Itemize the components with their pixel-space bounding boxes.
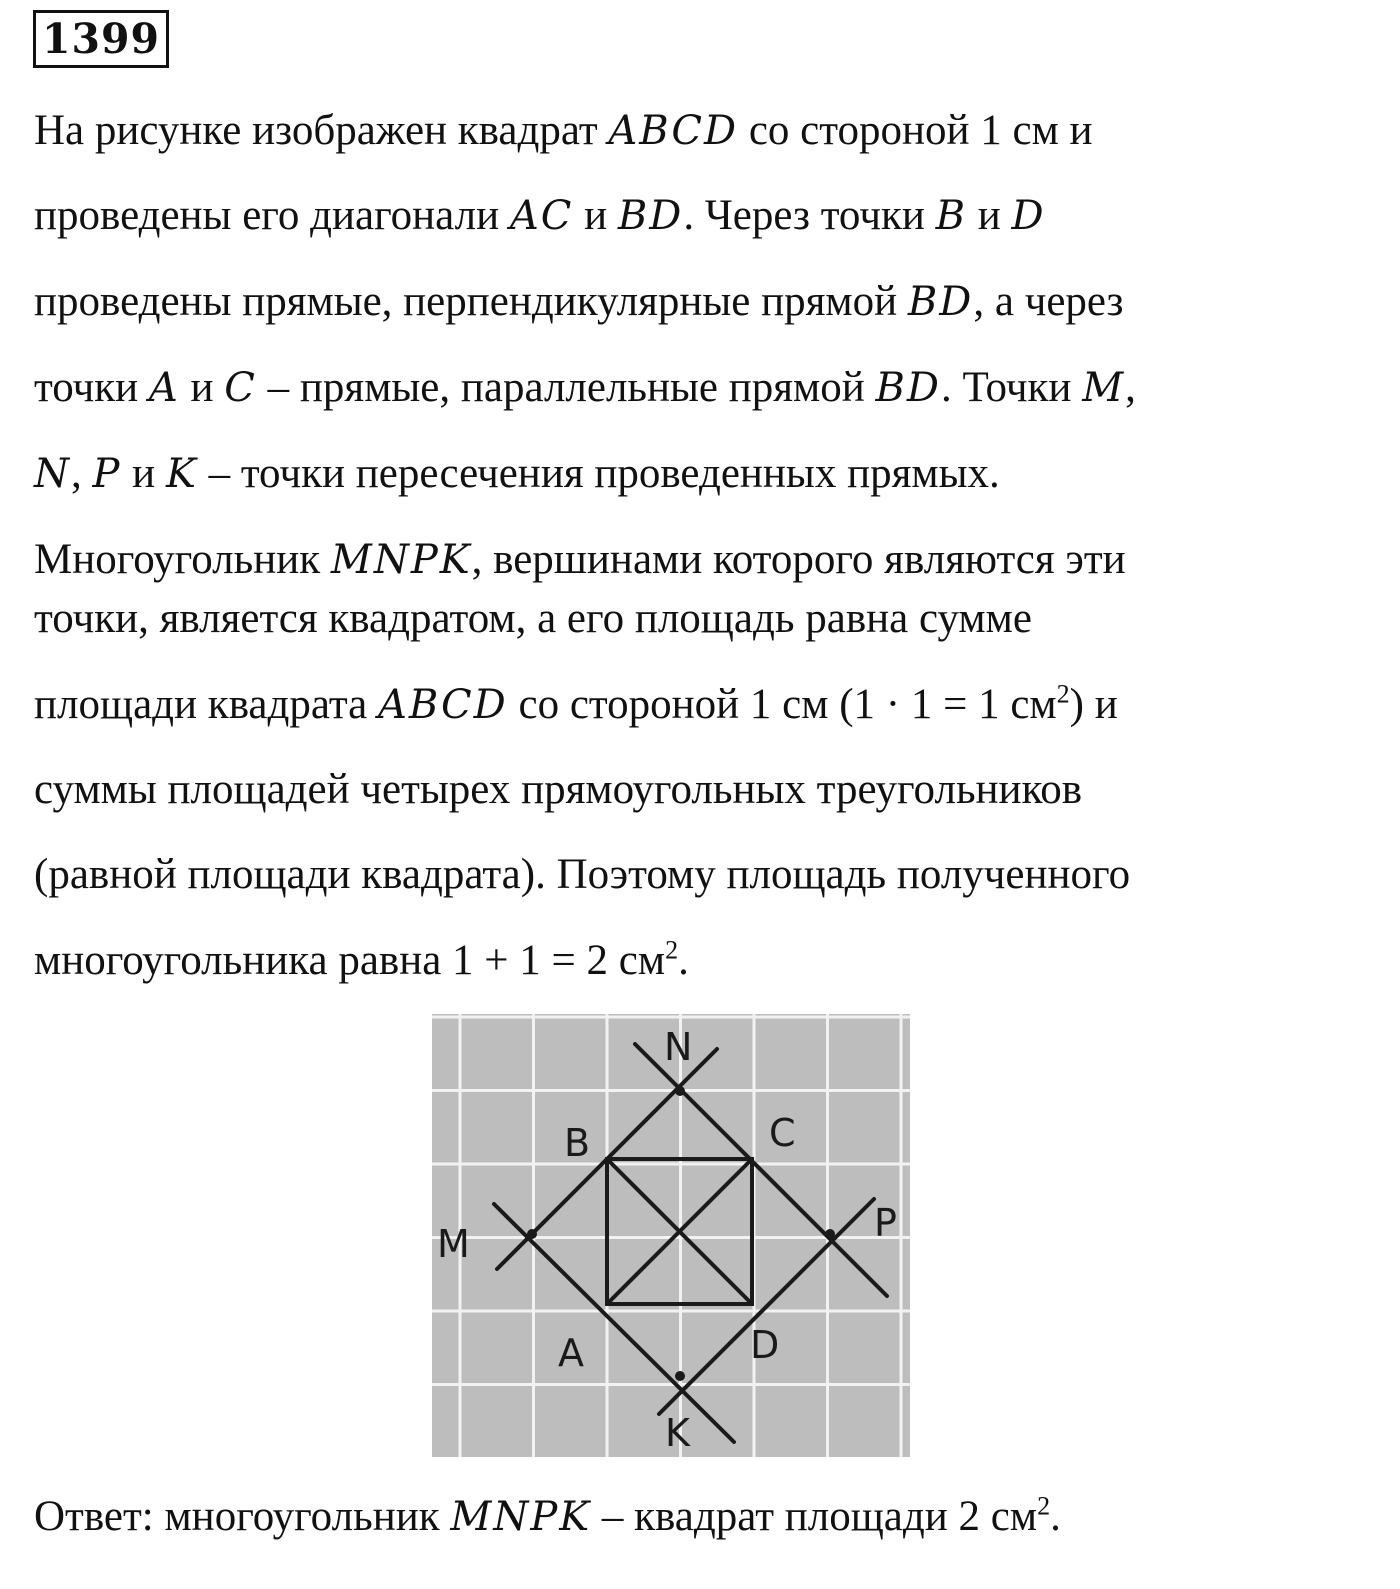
point-n xyxy=(675,1086,685,1096)
paragraph1-line2: проведены его диагонали AC и BD. Через точки B и D xyxy=(34,192,1046,239)
paragraph1-line4: точки A и C – прямые, параллельные прямой BD. Точки M, xyxy=(34,364,1136,411)
label-b: B xyxy=(564,1121,591,1165)
line-np xyxy=(635,1044,887,1296)
paragraph2-line4: суммы площадей четырех прямоугольных треугольников xyxy=(34,766,1083,813)
label-d: D xyxy=(750,1323,780,1367)
label-c: C xyxy=(769,1111,796,1155)
math-mnpk: MNPK xyxy=(330,537,472,583)
label-m: M xyxy=(437,1222,470,1266)
line-mk xyxy=(494,1204,734,1442)
paragraph2-line2: точки, является квадратом, а его площадь равна сумме xyxy=(34,595,1032,642)
paragraph2-line1: Многоугольник MNPK, вершинами которого являются эти xyxy=(34,536,1126,583)
geometry-figure xyxy=(432,1014,910,1457)
paragraph2-line6: многоугольника равна 1 + 1 = 2 $см^2$. xyxy=(34,935,689,984)
point-k xyxy=(675,1371,685,1381)
label-p: P xyxy=(874,1201,897,1245)
math-abcd: ABCD xyxy=(608,108,739,154)
point-m xyxy=(527,1229,537,1239)
paragraph2-line3: площади квадрата ABCD со стороной 1 см (1 · 1 = 1 $см^2$) и xyxy=(34,679,1118,728)
label-k: K xyxy=(665,1411,690,1455)
paragraph2-line5: (равной площади квадрата). Поэтому площадь полученного xyxy=(34,851,1131,898)
figure-svg xyxy=(432,1014,910,1457)
label-n: N xyxy=(664,1025,693,1069)
label-a: A xyxy=(558,1331,584,1375)
problem-number: 1399 xyxy=(33,10,169,68)
answer-line: Ответ: многоугольник MNPK – квадрат площади 2 $см^2$. xyxy=(34,1491,1061,1540)
paragraph1-line3: проведены прямые, перпендикулярные прямой BD, а через xyxy=(34,278,1124,325)
point-p xyxy=(825,1229,835,1239)
line-pk xyxy=(659,1199,874,1414)
paragraph1-line5: N, P и K – точки пересечения проведенных прямых. xyxy=(34,450,1000,497)
paragraph1-line1: На рисунке изображен квадрат ABCD со стороной 1 см и xyxy=(34,107,1093,154)
